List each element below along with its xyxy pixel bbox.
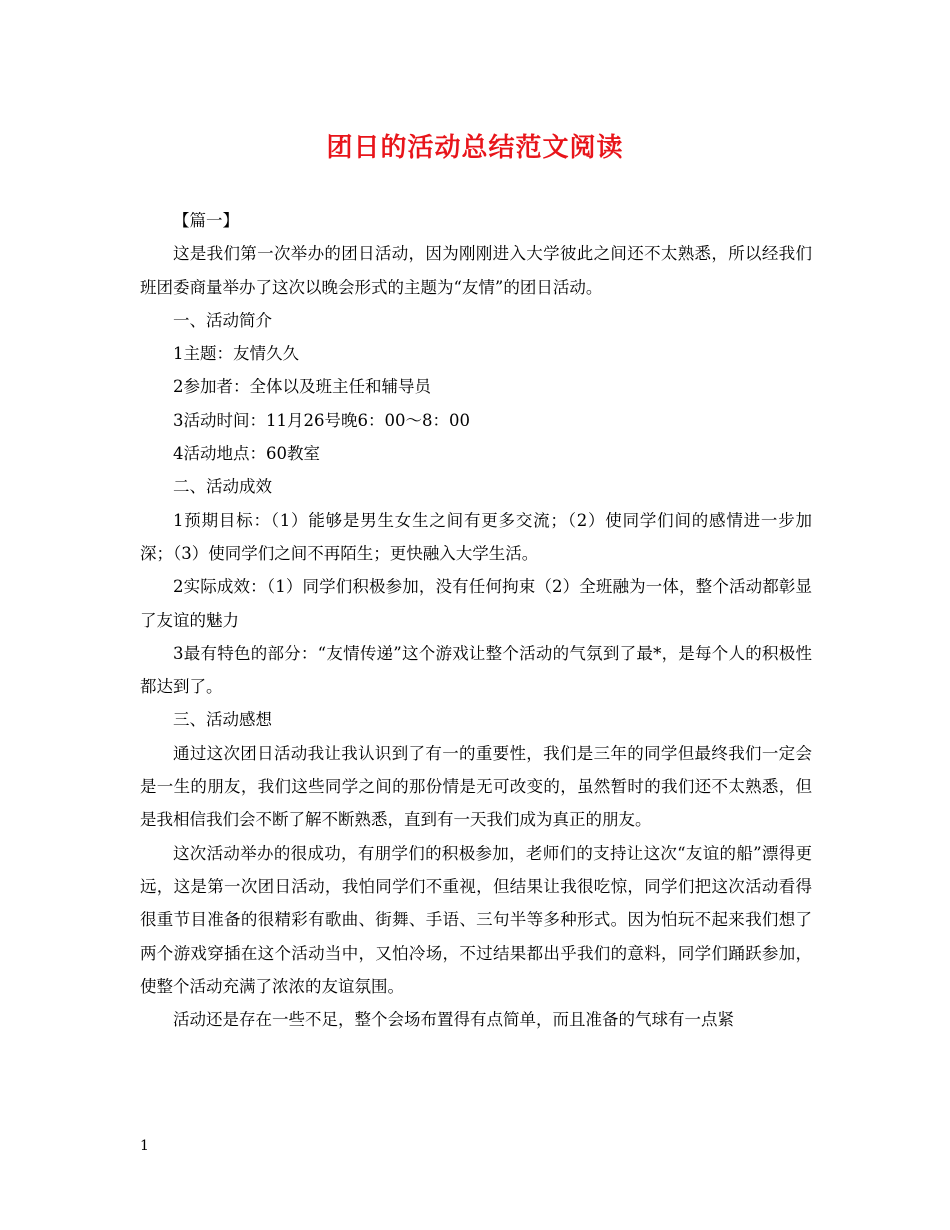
page-number: 1 bbox=[140, 1138, 149, 1154]
document-body bbox=[140, 204, 812, 1036]
list-item: 1主题：友情久久 bbox=[173, 344, 299, 364]
body-paragraph: 通过这次团日活动我让我认识到了有一的重要性，我们是三年的同学但最终我们一定会是一生的朋友，我们这些同学之间的那份情是无可改变的，虽然暂时的我们还不太熟悉，但是我相信我们会不断了解不断熟悉，直到有一天我们成为真正的朋友。 bbox=[140, 743, 812, 830]
list-item: 2参加者：全体以及班主任和辅导员 bbox=[173, 377, 431, 397]
list-item: 3活动时间：11月26号晚6：00～8：00 bbox=[173, 410, 470, 430]
list-item: 2实际成效：（1）同学们积极参加，没有任何拘束（2）全班融为一体，整个活动都彰显了友谊的魅力 bbox=[140, 577, 812, 630]
list-item: 4活动地点：60教室 bbox=[173, 444, 320, 464]
body-paragraph: 活动还是存在一些不足，整个会场布置得有点简单，而且准备的气球有一点紧 bbox=[173, 1010, 734, 1030]
list-item: 3最有特色的部分：“友情传递”这个游戏让整个活动的气氛到了最*，是每个人的积极性都达到了。 bbox=[140, 643, 812, 697]
section-label: 【篇一】 bbox=[173, 211, 239, 230]
section-heading: 三、活动感想 bbox=[173, 710, 272, 730]
section-heading: 一、活动简介 bbox=[173, 310, 272, 330]
list-item: 1预期目标：（1）能够是男生女生之间有更多交流；（2）使同学们间的感情进一步加深；（3）使同学们之间不再陌生；更快融入大学生活。 bbox=[140, 510, 812, 563]
section-heading: 二、活动成效 bbox=[173, 477, 272, 497]
page-title: 团日的活动总结范文阅读 bbox=[326, 133, 624, 163]
body-paragraph: 这是我们第一次举办的团日活动，因为刚刚进入大学彼此之间还不太熟悉，所以经我们班团委商量举办了这次以晚会形式的主题为“友情”的团日活动。 bbox=[140, 244, 812, 297]
body-paragraph: 这次活动举办的很成功，有朋学们的积极参加，老师们的支持让这次“友谊的船”漂得更远，这是第一次团日活动，我怕同学们不重视，但结果让我很吃惊，同学们把这次活动看得很重节目准备的很精彩有歌曲、街舞、手语、三句半等多种形式。因为怕玩不起来我们想了两个游戏穿插在这个活动当中，又怕冷场，不过结果都出乎我们的意料，同学们踊跃参加，使整个活动充满了浓浓的友谊氛围。 bbox=[140, 843, 812, 996]
